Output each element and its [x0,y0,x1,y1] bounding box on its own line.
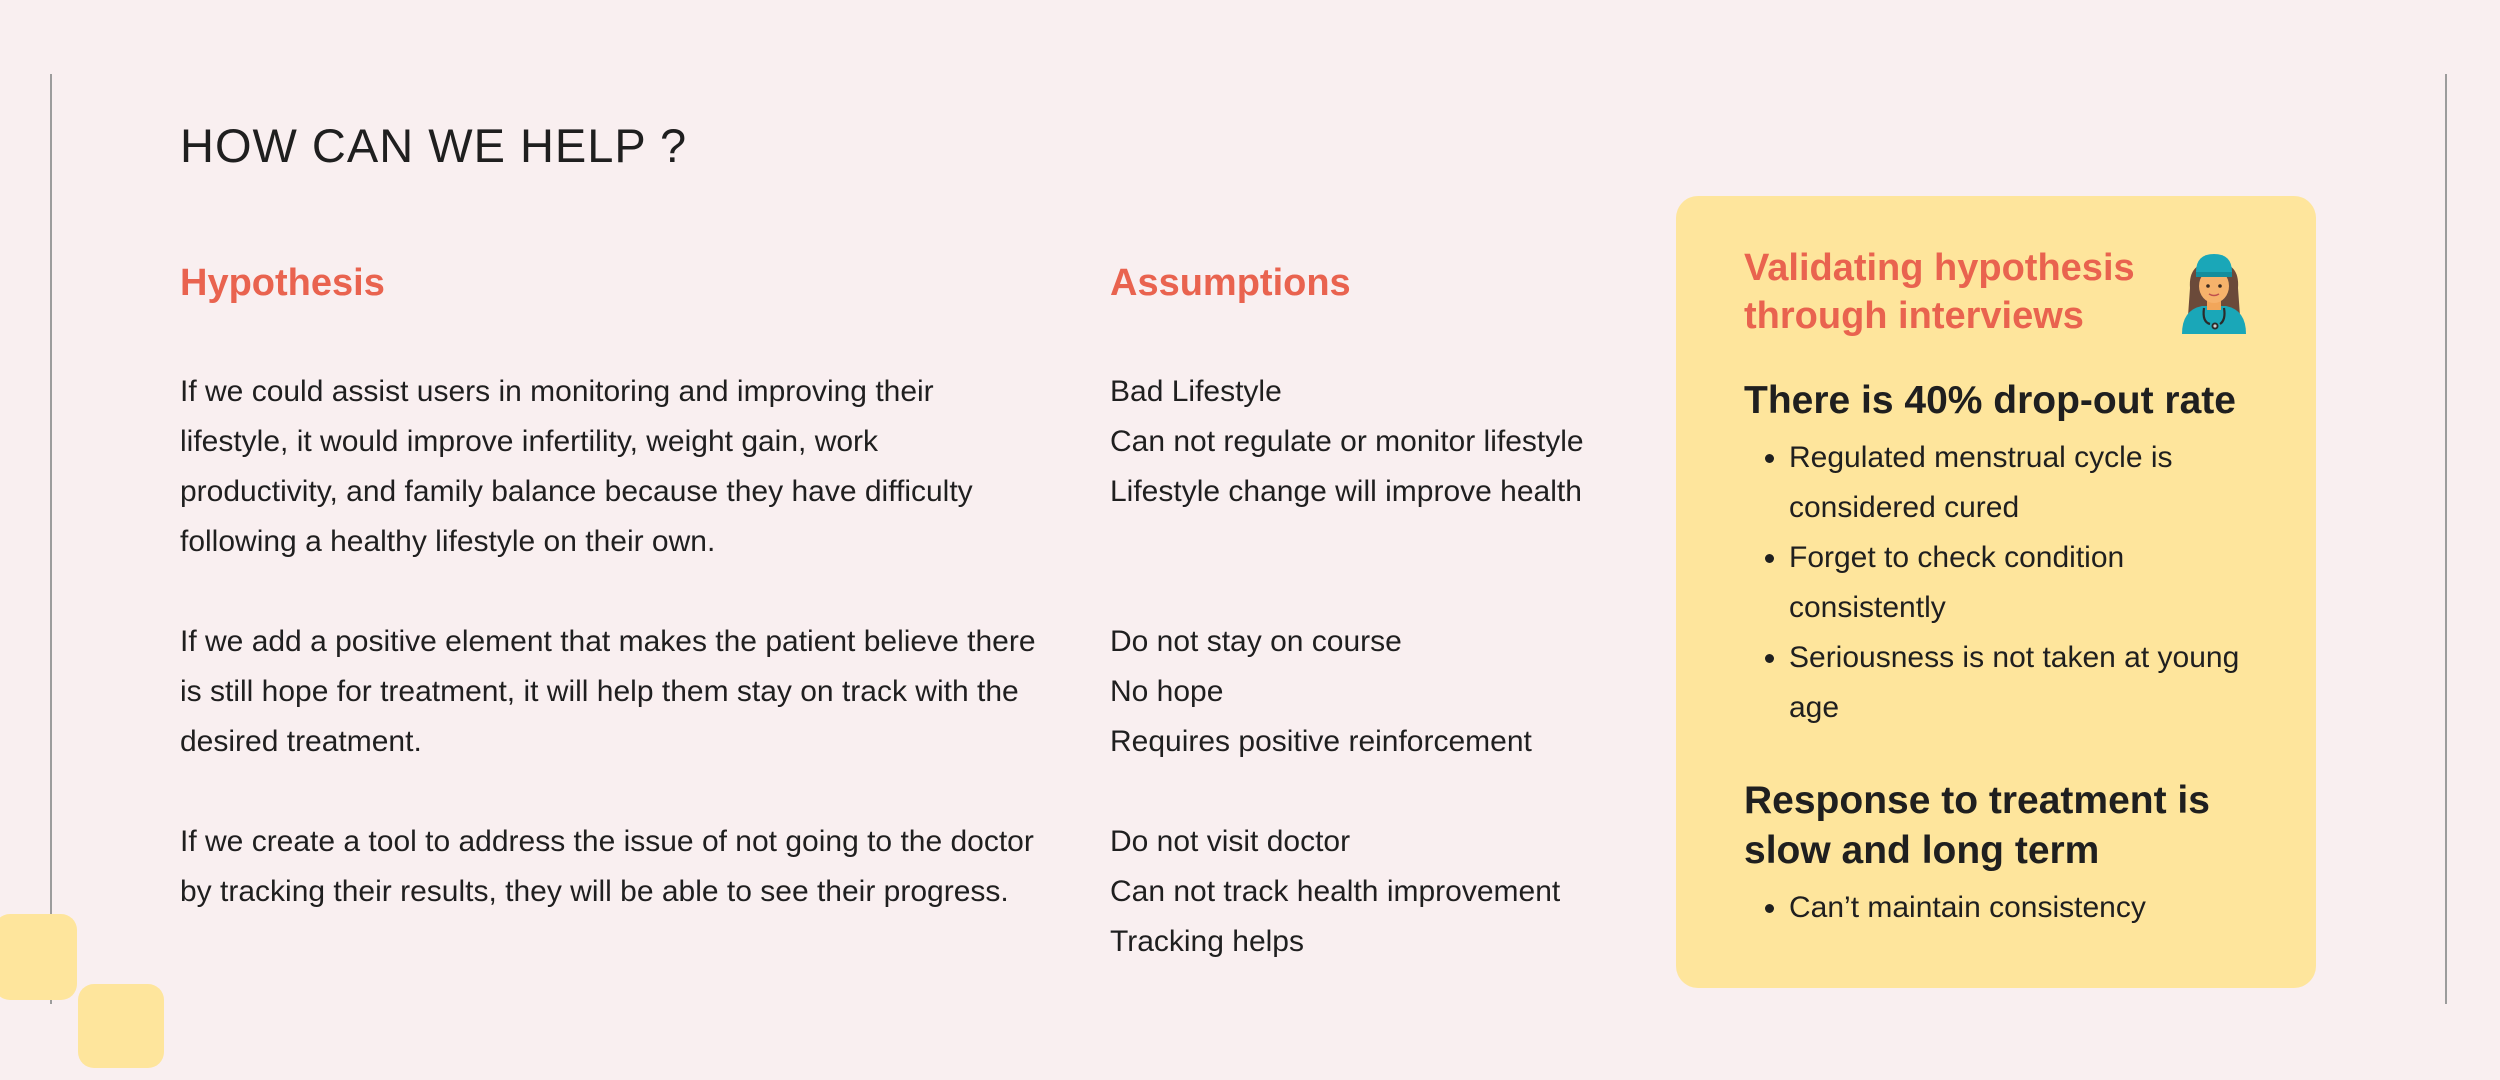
assumption-item: Can not track health improvement [1110,875,1561,908]
assumptions-heading: Assumptions [1110,262,1351,304]
card-section-2-list [1744,883,2289,933]
assumption-item: Tracking helps [1110,925,1304,958]
hypothesis-paragraph-2: If we add a positive element that makes the patient believe there is still hope for treatment, it will help them stay on track with the desired treatment. [180,625,1036,758]
assumption-item: Requires positive reinforcement [1110,725,1532,758]
list-item: • Forget to check condition consistently [1789,533,2289,633]
assumption-item: Do not stay on course [1110,625,1402,658]
assumption-group-2 [1110,617,1532,767]
card-section-1-heading: There is 40% drop-out rate [1744,379,2236,422]
hypothesis-heading: Hypothesis [180,262,385,304]
decorative-square [0,914,77,1000]
assumption-group-1 [1110,367,1584,517]
page-title: HOW CAN WE HELP ? [180,119,688,172]
list-item: • Regulated menstrual cycle is considered cured [1789,433,2289,533]
left-divider-line [50,74,52,1004]
list-item: • Seriousness is not taken at young age [1789,633,2289,733]
decorative-square [78,984,164,1068]
card-section-1-list [1744,433,2289,733]
card-section-2-heading: Response to treatment is slow and long term [1744,779,2210,872]
hypothesis-paragraph-3: If we create a tool to address the issue of not going to the doctor by tracking their results, they will be able to see their progress. [180,825,1034,908]
list-item: • Can’t maintain consistency [1789,883,2289,933]
assumption-group-3 [1110,817,1560,967]
right-divider-line [2445,74,2447,1004]
assumption-item: Bad Lifestyle [1110,375,1282,408]
assumption-item: Can not regulate or monitor lifestyle [1110,425,1584,458]
nurse-avatar-icon [2176,248,2252,334]
interview-validation-card [1676,196,2316,988]
assumption-item: Lifestyle change will improve health [1110,475,1582,508]
hypothesis-paragraph-1: If we could assist users in monitoring and improving their lifestyle, it would improve infertility, weight gain, work productivity, and family balance because they have difficulty following a healthy lifestyle on their own. [180,375,973,558]
assumption-item: No hope [1110,675,1224,708]
card-title: Validating hypothesis through interviews [1744,247,2135,337]
assumption-item: Do not visit doctor [1110,825,1351,858]
